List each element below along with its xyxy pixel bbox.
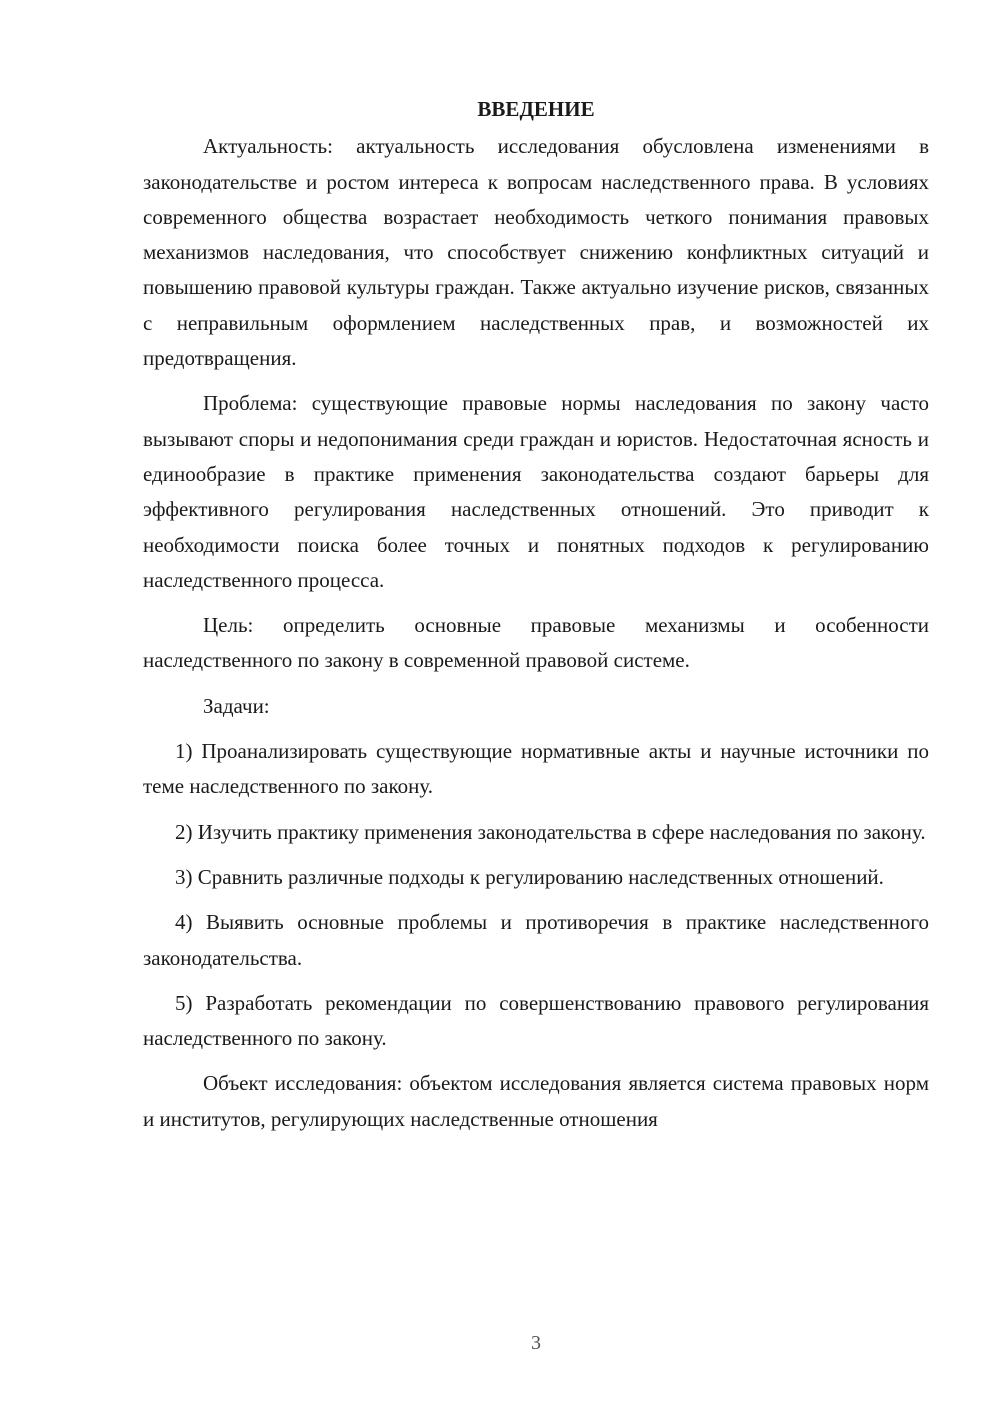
relevance-paragraph: Актуальность: актуальность исследования обусловлена изменениями в законодательстве и ростом интереса к вопросам наследственного права. В условиях современного общества возрастает необходимость четкого понимания правовых механизмов наследования, что способствует снижению конфликтных ситуаций и повышению правовой культуры граждан. Также актуально изучение рисков, связанных с неправильным оформлением наследственных прав, и возможностей их предотвращения. [143, 134, 929, 371]
problem-paragraph: Проблема: существующие правовые нормы наследования по закону часто вызывают споры и недопонимания среди граждан и юристов. Недостаточная ясность и единообразие в практике применения законодательства создают барьеры для эффективного регулирования наследственных отношений. Это приводит к необходимости поиска более точных и понятных подходов к регулированию наследственного процесса. [143, 391, 929, 592]
document-page [143, 92, 929, 1137]
task-item-1: 1) Проанализировать существующие нормативные акты и научные источники по теме наследственного по закону. [143, 739, 929, 799]
object-paragraph: Объект исследования: объектом исследования является система правовых норм и институтов, регулирующих наследственные отношения [143, 1071, 929, 1131]
task-item-2: 2) Изучить практику применения законодательства в сфере наследования по закону. [175, 819, 926, 844]
goal-paragraph: Цель: определить основные правовые механизмы и особенности наследственного по закону в современной правовой системе. [143, 613, 929, 673]
page-number: 3 [531, 1332, 541, 1354]
task-item-3: 3) Сравнить различные подходы к регулированию наследственных отношений. [175, 864, 884, 889]
page-title: ВВЕДЕНИЕ [477, 97, 595, 121]
task-item-5: 5) Разработать рекомендации по совершенствованию правового регулирования наследственного по закону. [143, 990, 929, 1051]
tasks-heading: Задачи: [203, 693, 270, 718]
task-item-4: 4) Выявить основные проблемы и противоречия в практике наследственного законодательства. [143, 910, 929, 970]
